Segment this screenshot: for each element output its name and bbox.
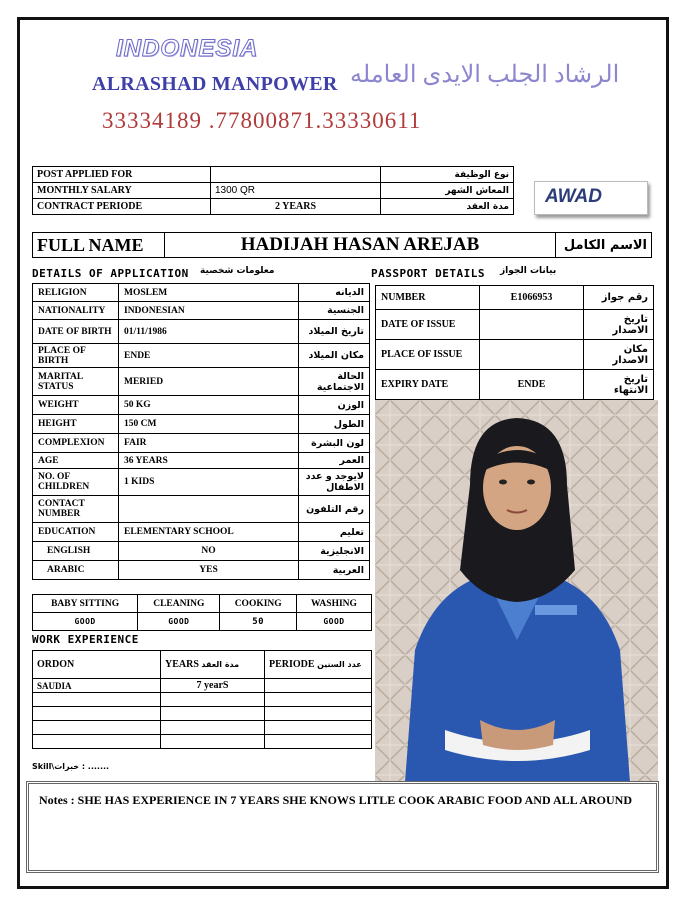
passport-row [376, 340, 654, 370]
passport-label: PLACE OF ISSUE [376, 340, 480, 370]
details-value: 36 YEARS [119, 453, 299, 469]
passport-table [375, 285, 654, 400]
details-row [33, 453, 370, 469]
details-label-ar: الحالة الاجتماعية [299, 368, 370, 396]
cv-frame [17, 17, 669, 889]
details-value: ELEMENTARY SCHOOL [119, 523, 299, 542]
country-title: INDONESIA [116, 35, 259, 62]
full-name-table [32, 232, 652, 258]
passport-row [376, 370, 654, 400]
details-value: FAIR [119, 434, 299, 453]
details-value [119, 496, 299, 523]
skill-value: GOOD [138, 613, 220, 631]
details-label: HEIGHT [33, 415, 119, 434]
work-col-period: PERIODE [269, 659, 315, 670]
passport-value [480, 340, 584, 370]
details-label-ar: لايوجد و عدد الاطفال [299, 469, 370, 496]
details-row [33, 302, 370, 320]
details-label-ar: تعليم [299, 523, 370, 542]
details-value: 50 KG [119, 396, 299, 415]
language-row [33, 561, 370, 580]
language-label-ar: الانجليزية [299, 542, 370, 561]
salary-label: MONTHLY SALARY [33, 183, 211, 199]
salary-row [33, 199, 514, 215]
skill-header: COOKING [220, 595, 296, 613]
applicant-photo-svg [375, 400, 658, 782]
passport-label-ar: تاريخ الاصدار [584, 310, 654, 340]
salary-label-ar: المعاش الشهر [381, 183, 514, 199]
details-label-ar: الجنسية [299, 302, 370, 320]
details-label-ar: العمر [299, 453, 370, 469]
details-label-ar: الديانه [299, 284, 370, 302]
skill-value: 50 [220, 613, 296, 631]
work-header-row [33, 651, 372, 679]
details-row [33, 523, 370, 542]
passport-section-title-ar: بيانات الجواز [500, 266, 557, 276]
work-row [33, 679, 372, 693]
passport-label-ar: رقم جواز [584, 286, 654, 310]
details-label: DATE OF BIRTH [33, 320, 119, 344]
details-row [33, 368, 370, 396]
applicant-photo [375, 400, 658, 782]
details-label: NATIONALITY [33, 302, 119, 320]
details-section-title-ar: معلومات شخصية [200, 266, 275, 276]
full-name-label-ar: الاسم الكامل [556, 233, 652, 258]
details-value: 150 CM [119, 415, 299, 434]
details-label: CONTACT NUMBER [33, 496, 119, 523]
details-label-ar: لون البشرة [299, 434, 370, 453]
details-row [33, 396, 370, 415]
skill-header: WASHING [296, 595, 371, 613]
details-row [33, 469, 370, 496]
passport-label-ar: تاريخ الانتهاء [584, 370, 654, 400]
work-period [265, 679, 372, 693]
work-row-empty [33, 735, 372, 749]
salary-label-ar: مدة العقد [381, 199, 514, 215]
passport-label-ar: مكان الاصدار [584, 340, 654, 370]
work-col-period-ar: عدد السنين [317, 660, 362, 669]
agent-badge: AWAD [534, 181, 648, 215]
skills-table [32, 594, 372, 631]
details-row [33, 320, 370, 344]
details-label-ar: مكان الميلاد [299, 344, 370, 368]
details-label: COMPLEXION [33, 434, 119, 453]
notes-box: Notes : SHE HAS EXPERIENCE IN 7 YEARS SHE KNOWS LITLE COOK ARABIC FOOD AND ALL AROUND [26, 781, 659, 873]
company-name-ar: الرشاد الجلب الايدى العامله [350, 62, 620, 88]
details-value: INDONESIAN [119, 302, 299, 320]
language-label: ARABIC [33, 561, 119, 580]
work-experience-table [32, 650, 372, 749]
salary-value: 2 YEARS [211, 199, 381, 215]
work-country: SAUDIA [33, 679, 161, 693]
salary-label: CONTRACT PERIODE [33, 199, 211, 215]
language-label-ar: العربية [299, 561, 370, 580]
work-row-empty [33, 707, 372, 721]
passport-value: E1066953 [480, 286, 584, 310]
details-value: 01/11/1986 [119, 320, 299, 344]
work-col-years: YEARS [165, 659, 199, 670]
work-row-empty [33, 721, 372, 735]
passport-label: DATE OF ISSUE [376, 310, 480, 340]
work-col-years-ar: مدة العقد [201, 660, 240, 669]
details-label: NO. OF CHILDREN [33, 469, 119, 496]
details-value: MOSLEM [119, 284, 299, 302]
passport-row [376, 310, 654, 340]
skills-header-row [33, 595, 372, 613]
details-label-ar: الوزن [299, 396, 370, 415]
skill-header: BABY SITTING [33, 595, 138, 613]
details-table [32, 283, 370, 580]
details-label: PLACE OF BIRTH [33, 344, 119, 368]
details-label-ar: رقم التلفون [299, 496, 370, 523]
skill-header: CLEANING [138, 595, 220, 613]
phone-numbers: 33334189 .77800871.33330611 [102, 108, 422, 133]
passport-label: EXPIRY DATE [376, 370, 480, 400]
details-label: MARITAL STATUS [33, 368, 119, 396]
work-experience-title: WORK EXPERIENCE [32, 633, 139, 646]
details-row [33, 415, 370, 434]
salary-label-ar: نوع الوظيفة [381, 167, 514, 183]
details-label: AGE [33, 453, 119, 469]
work-row-empty [33, 693, 372, 707]
passport-row [376, 286, 654, 310]
details-label: RELIGION [33, 284, 119, 302]
passport-label: NUMBER [376, 286, 480, 310]
language-value: YES [119, 561, 299, 580]
details-row [33, 344, 370, 368]
details-label: WEIGHT [33, 396, 119, 415]
skills-value-row [33, 613, 372, 631]
passport-section-title: PASSPORT DETAILS [371, 267, 485, 280]
details-value: ENDE [119, 344, 299, 368]
details-value: MERIED [119, 368, 299, 396]
details-row [33, 496, 370, 523]
passport-value [480, 310, 584, 340]
full-name-row [33, 233, 652, 258]
details-row [33, 434, 370, 453]
skill-line: Skill\خبرات : ....... [32, 762, 110, 771]
details-label: EDUCATION [33, 523, 119, 542]
skill-value: GOOD [296, 613, 371, 631]
salary-row [33, 167, 514, 183]
details-label-ar: الطول [299, 415, 370, 434]
passport-value: ENDE [480, 370, 584, 400]
salary-row [33, 183, 514, 199]
language-row [33, 542, 370, 561]
language-label: ENGLISH [33, 542, 119, 561]
salary-value [211, 167, 381, 183]
salary-label: POST APPLIED FOR [33, 167, 211, 183]
full-name-value: HADIJAH HASAN AREJAB [165, 233, 556, 258]
details-value: 1 KIDS [119, 469, 299, 496]
salary-table [32, 166, 514, 215]
skill-value: GOOD [33, 613, 138, 631]
work-years: 7 yearS [161, 679, 265, 693]
details-label-ar: تاريخ الميلاد [299, 320, 370, 344]
details-section-title: DETAILS OF APPLICATION [32, 267, 189, 280]
full-name-label: FULL NAME [33, 233, 165, 258]
work-col-country: ORDON [33, 651, 161, 679]
details-row [33, 284, 370, 302]
company-name-en: ALRASHAD MANPOWER [92, 73, 338, 95]
language-value: NO [119, 542, 299, 561]
salary-value: 1300 QR [211, 183, 381, 199]
